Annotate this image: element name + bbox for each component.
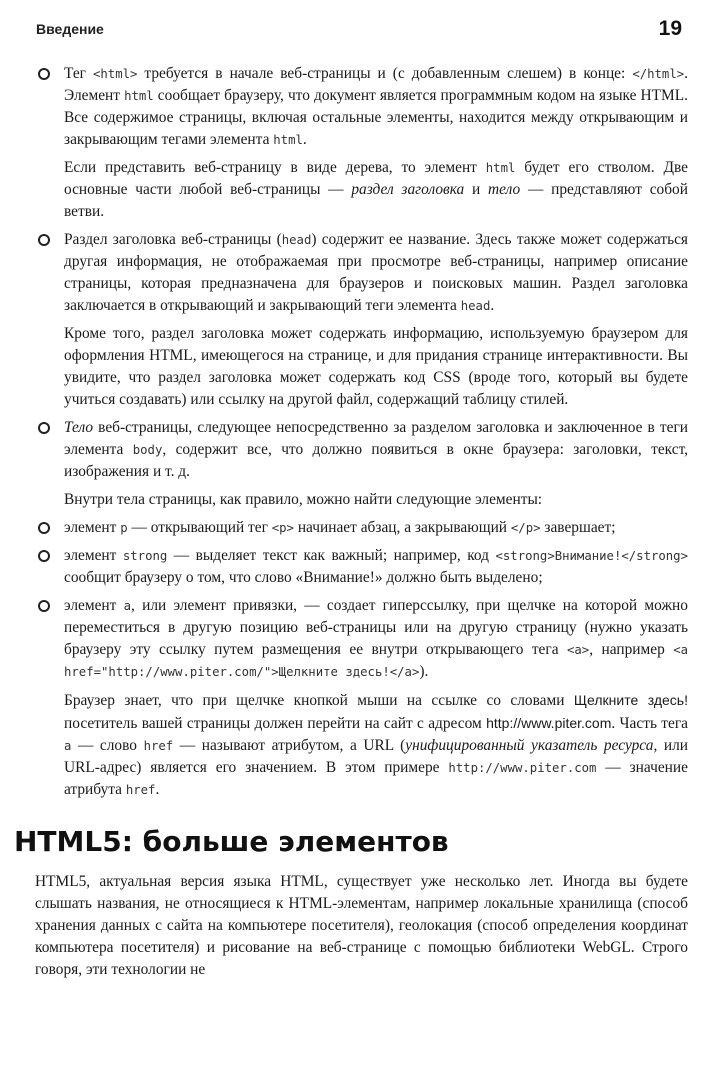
paragraph: Тело веб-страницы, следующее непосредственно за разделом заголовка и заключенное в теги элемента body, содержит все, что должно появиться в окне браузера: заголовки, текст, изображения и т. д. — [64, 419, 688, 480]
paragraph: Если представить веб-страницу в виде дерева, то элемент html будет его стволом. Две основные части любой веб-страницы — раздел заголовка и тело — представляют собой ветви. — [64, 159, 688, 220]
paragraph: Браузер знает, что при щелчке кнопкой мыши на ссылке со словами Щелкните здесь! посетитель вашей страницы должен перейти на сайт с адресом http://www.piter.com. Часть тега a — слово href — называют атрибутом, а URL (унифицированный указатель ресурса, или URL-адрес) является его значением. В этом примере http://www.piter.com — значение атрибута href. — [64, 692, 689, 798]
bullet-circle-icon — [38, 600, 50, 612]
paragraph: Внутри тела страницы, как правило, можно найти следующие элементы: — [64, 491, 543, 508]
paragraph: Тег <html> требуется в начале веб-страницы и (с добавленным слешем) в конце: </html>. Элемент html сообщает браузеру, что документ является программным кодом на языке HTML. Все содержимое страницы, включая остальные элементы, находится между открывающим и закрывающим тегами элемента html. — [64, 65, 688, 148]
list-item-a — [36, 595, 688, 683]
page-header — [36, 14, 682, 44]
paragraph: Раздел заголовка веб-страницы (head) содержит ее название. Здесь также может содержаться другая информация, не отображаемая при просмотре веб-страницы, например описание страницы, которая предназначена для браузеров и поисковых машин. Раздел заголовка заключается в открывающий и закрывающий теги элемента head. — [64, 231, 688, 314]
bullet-circle-icon — [38, 68, 50, 80]
list-item-html — [36, 63, 688, 151]
list-item-body-continued — [36, 489, 688, 511]
bullet-circle-icon — [38, 234, 50, 246]
list-item-head — [36, 229, 688, 317]
list-item-html-continued — [36, 157, 688, 223]
page-number: 19 — [658, 17, 682, 40]
list-item-strong — [36, 545, 688, 589]
running-title: Введение — [36, 21, 104, 37]
paragraph: элемент a, или элемент привязки, — создает гиперссылку, при щелчке на которой можно переместиться в другую позицию веб-страницы или на другую страницу (нужно указать браузеру эту ссылку путем размещения ее внутри открывающего тега <a>, например <a href="http://www.piter.com/">Щелкните здесь!</a>). — [64, 597, 689, 680]
list-item-head-continued — [36, 323, 688, 411]
bullet-circle-icon — [38, 522, 50, 534]
bullet-circle-icon — [38, 550, 50, 562]
paragraph: элемент p — открывающий тег <p> начинает абзац, а закрывающий </p> завершает; — [64, 519, 616, 536]
list-item-body — [36, 417, 688, 483]
list-item-p — [36, 517, 688, 539]
list-item-a-continued — [36, 689, 688, 801]
section-paragraph: HTML5, актуальная версия языка HTML, существует уже несколько лет. Иногда вы будете слышать названия, не относящиеся к HTML-элементам, например локальные хранилища (способ хранения данных с сайта на компьютере посетителя), геолокация (способ определения координат компьютера посетителя) и рисование на веб-странице с помощью библиотеки WebGL. Строго говоря, эти технологии не — [35, 873, 688, 978]
paragraph: элемент strong — выделяет текст как важный; например, код <strong>Внимание!</strong> сообщит браузеру о том, что слово «Внимание!» должно быть выделено; — [64, 547, 688, 586]
bullet-circle-icon — [38, 422, 50, 434]
section-heading: HTML5: больше элементов — [14, 825, 449, 858]
page-content — [14, 63, 689, 981]
paragraph: Кроме того, раздел заголовка может содержать информацию, используемую браузером для оформления HTML, имеющегося на странице, и для придания странице интерактивности. Вы увидите, что раздел заголовка может содержать код CSS (вроде того, который вы будете учиться создавать) или ссылку на другой файл, содержащий таблицу стилей. — [64, 325, 688, 408]
